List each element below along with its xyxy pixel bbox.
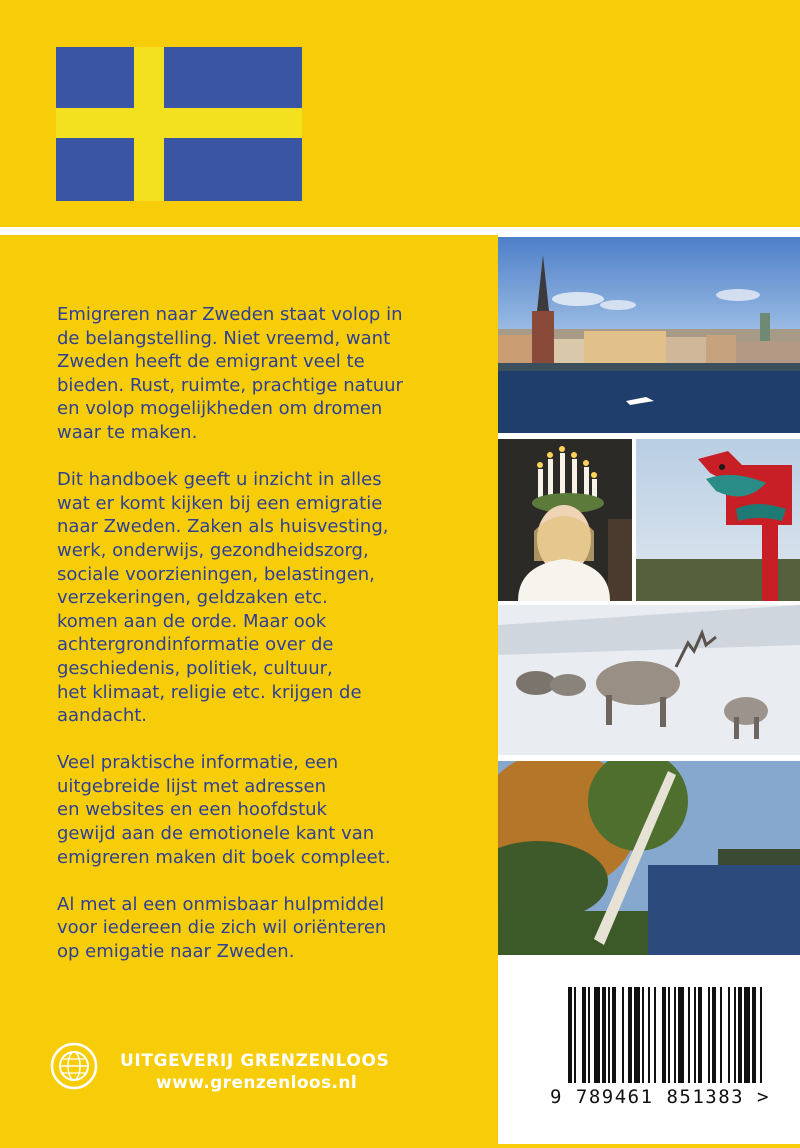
barcode-bar [568, 987, 572, 1083]
flag-cross-horizontal [56, 108, 302, 138]
barcode-bar [712, 987, 716, 1083]
barcode-bar [594, 987, 600, 1083]
barcode-bar [674, 987, 676, 1083]
barcode-bar [642, 987, 644, 1083]
white-divider [0, 227, 800, 235]
barcode-bar [588, 987, 590, 1083]
barcode-area [530, 975, 800, 1144]
barcode-bar [728, 987, 730, 1083]
reindeer-photo [498, 605, 800, 755]
back-cover-blurb [57, 303, 487, 987]
barcode-bar [738, 987, 742, 1083]
isbn-barcode [530, 975, 800, 1144]
barcode-bar [582, 987, 586, 1083]
lake-forest-photo [498, 761, 800, 955]
barcode-bar [602, 987, 606, 1083]
barcode-bar [628, 987, 632, 1083]
blurb-paragraph-3: Veel praktische informatie, een uitgebreide lijst met adressen en websites en een hoofdstuk gewijd aan de emotionele kant van emigreren maken dit boek compleet. [57, 752, 391, 868]
swedish-flag [56, 47, 302, 201]
publisher-block [50, 1042, 470, 1102]
blurb-paragraph-4: Al met al een onmisbaar hulpmiddel voor iedereen die zich wil oriënteren op emigatie naar Zweden. [57, 893, 387, 963]
barcode-bar [694, 987, 696, 1083]
stockholm-photo [498, 237, 800, 433]
dala-horse-photo [636, 439, 800, 601]
globe-icon [50, 1042, 98, 1090]
barcode-bar [574, 987, 576, 1083]
barcode-bar [608, 987, 610, 1083]
barcode-bar [622, 987, 624, 1083]
barcode-bar [720, 987, 722, 1083]
blurb-paragraph-1: Emigreren naar Zweden staat volop in de belangstelling. Niet vreemd, want Zweden heeft de emigrant veel te bieden. Rust, ruimte, prachtige natuur en volop mogelijkheden om dromen waar te maken. [57, 304, 403, 443]
barcode-bar [752, 987, 756, 1083]
lucia-photo [498, 439, 632, 601]
barcode-bar [678, 987, 684, 1083]
blurb-paragraph-2: Dit handboek geeft u inzicht in alles wat er komt kijken bij een emigratie naar Zweden. Zaken als huisvesting, werk, onderwijs, gezondheidszorg, sociale voorzieningen, belastingen, verzekeringen, geldzaken etc. komen aan de orde. Maar ook achtergrondinformatie over de geschiedenis, politiek, cultuur, het klimaat, religie etc. krijgen de aandacht. [57, 469, 389, 727]
barcode-bar [708, 987, 710, 1083]
barcode-bar [668, 987, 670, 1083]
publisher-name: UITGEVERIJ GRENZENLOOS [120, 1051, 390, 1071]
barcode-bar [744, 987, 750, 1083]
barcode-bar [648, 987, 650, 1083]
barcode-bar [634, 987, 640, 1083]
barcode-bar [760, 987, 762, 1083]
barcode-bar [654, 987, 656, 1083]
barcode-bar [688, 987, 690, 1083]
barcode-bar [698, 987, 702, 1083]
publisher-url[interactable]: www.grenzenloos.nl [156, 1073, 358, 1093]
barcode-bar [662, 987, 666, 1083]
isbn-number: 9 789461 851383 > [550, 1086, 770, 1108]
barcode-bar [612, 987, 616, 1083]
barcode-bar [734, 987, 736, 1083]
